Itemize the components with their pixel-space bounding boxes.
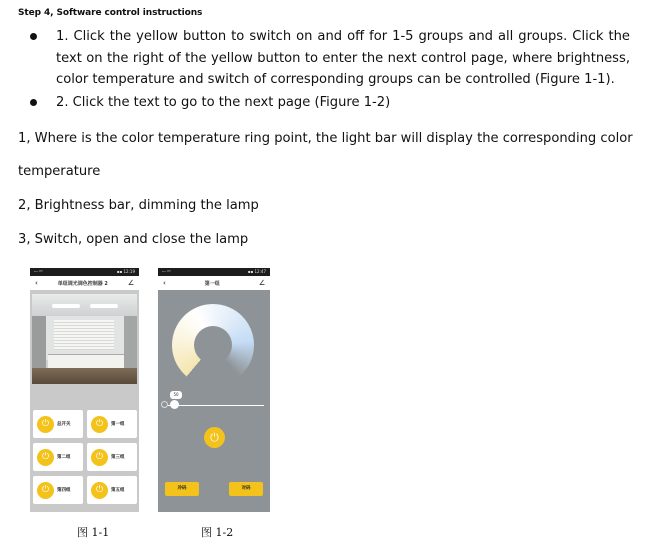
status-time: ▪▪ 12:19 — [116, 269, 135, 274]
power-icon[interactable]: ⏻ — [91, 416, 108, 433]
brightness-slider[interactable] — [168, 405, 264, 406]
bullet-icon — [30, 99, 37, 106]
room-wall — [123, 316, 137, 370]
group-button-5[interactable] — [87, 476, 137, 504]
screen-title: 第一组 — [204, 280, 220, 287]
power-icon[interactable]: ⏻ — [37, 416, 54, 433]
figure-caption: 图 1-2 — [201, 526, 234, 539]
group-label[interactable]: 第一组 — [111, 422, 125, 427]
status-bar — [30, 268, 139, 276]
room-wall — [32, 316, 46, 370]
status-time: ▪▪ 12:47 — [247, 269, 266, 274]
phone-screenshot-group-list — [30, 268, 139, 512]
status-signal: ꞏꞏꞏ ⁴ᴳ — [162, 269, 171, 274]
paragraph-switch: 3, Switch, open and close the lamp — [18, 232, 249, 247]
ceiling-light — [52, 304, 80, 308]
group-label[interactable]: 第四组 — [57, 488, 71, 493]
power-icon[interactable]: ⏻ — [91, 482, 108, 499]
group-label[interactable]: 第五组 — [111, 488, 125, 493]
power-icon[interactable]: ⏻ — [91, 449, 108, 466]
bottom-button-left[interactable]: 冷码 — [165, 482, 199, 496]
list-item-text: 1. Click the yellow button to switch on and off for 1-5 groups and all groups. Click the text on the right of the yellow button to enter the next control page, where brightness, color temperature and switch of corresponding groups can be controlled (Figure 1-1). — [56, 29, 630, 87]
group-button-grid — [33, 410, 137, 504]
nav-bar — [30, 276, 139, 290]
slider-min-icon — [161, 401, 168, 408]
brightness-value: 50 — [170, 391, 182, 399]
brightness-slider-knob[interactable] — [170, 400, 179, 409]
room-floor — [32, 368, 137, 384]
section-heading: Step 4, Software control instructions — [18, 8, 203, 18]
bullet-icon — [30, 33, 37, 40]
group-button-2[interactable] — [33, 443, 83, 471]
status-bar — [158, 268, 270, 276]
power-icon[interactable]: ⏻ — [37, 449, 54, 466]
list-item — [18, 26, 630, 91]
edit-icon[interactable]: ∠ — [127, 279, 134, 287]
group-label[interactable]: 总开关 — [57, 422, 71, 427]
list-item-text: 2. Click the text to go to the next page (Figure 1-2) — [56, 94, 391, 110]
back-icon[interactable]: ‹ — [163, 279, 166, 287]
group-label[interactable]: 第三组 — [111, 455, 125, 460]
paragraph-brightness: 2, Brightness bar, dimming the lamp — [18, 198, 259, 213]
room-ceiling — [32, 294, 137, 316]
edit-icon[interactable]: ∠ — [258, 279, 265, 287]
ring-center — [194, 326, 232, 364]
group-label[interactable]: 第二组 — [57, 455, 71, 460]
group-button-1[interactable] — [87, 410, 137, 438]
figure-caption: 图 1-1 — [77, 526, 110, 539]
ceiling-light — [90, 304, 118, 308]
room-preview-image — [32, 294, 137, 384]
nav-bar — [158, 276, 270, 290]
status-signal: ꞏꞏꞏ ⁴ᴳ — [34, 269, 43, 274]
lamp-switch-power-icon[interactable]: ⏻ — [204, 427, 225, 448]
power-icon[interactable]: ⏻ — [37, 482, 54, 499]
bottom-button-right[interactable]: 对码 — [229, 482, 263, 496]
group-button-3[interactable] — [87, 443, 137, 471]
screen-title: 单组调光调色控制器 2 — [57, 280, 108, 287]
instruction-list — [18, 26, 630, 113]
color-temperature-ring[interactable] — [172, 304, 254, 386]
room-cabinet — [48, 354, 124, 369]
phone-screenshot-group-control — [158, 268, 270, 512]
paragraph-ring-cont: temperature — [18, 164, 101, 179]
room-window — [54, 320, 114, 350]
back-icon[interactable]: ‹ — [35, 279, 38, 287]
group-button-all[interactable] — [33, 410, 83, 438]
list-item — [18, 92, 630, 114]
paragraph-ring: 1, Where is the color temperature ring point, the light bar will display the corresponding color — [18, 131, 633, 146]
group-button-4[interactable] — [33, 476, 83, 504]
